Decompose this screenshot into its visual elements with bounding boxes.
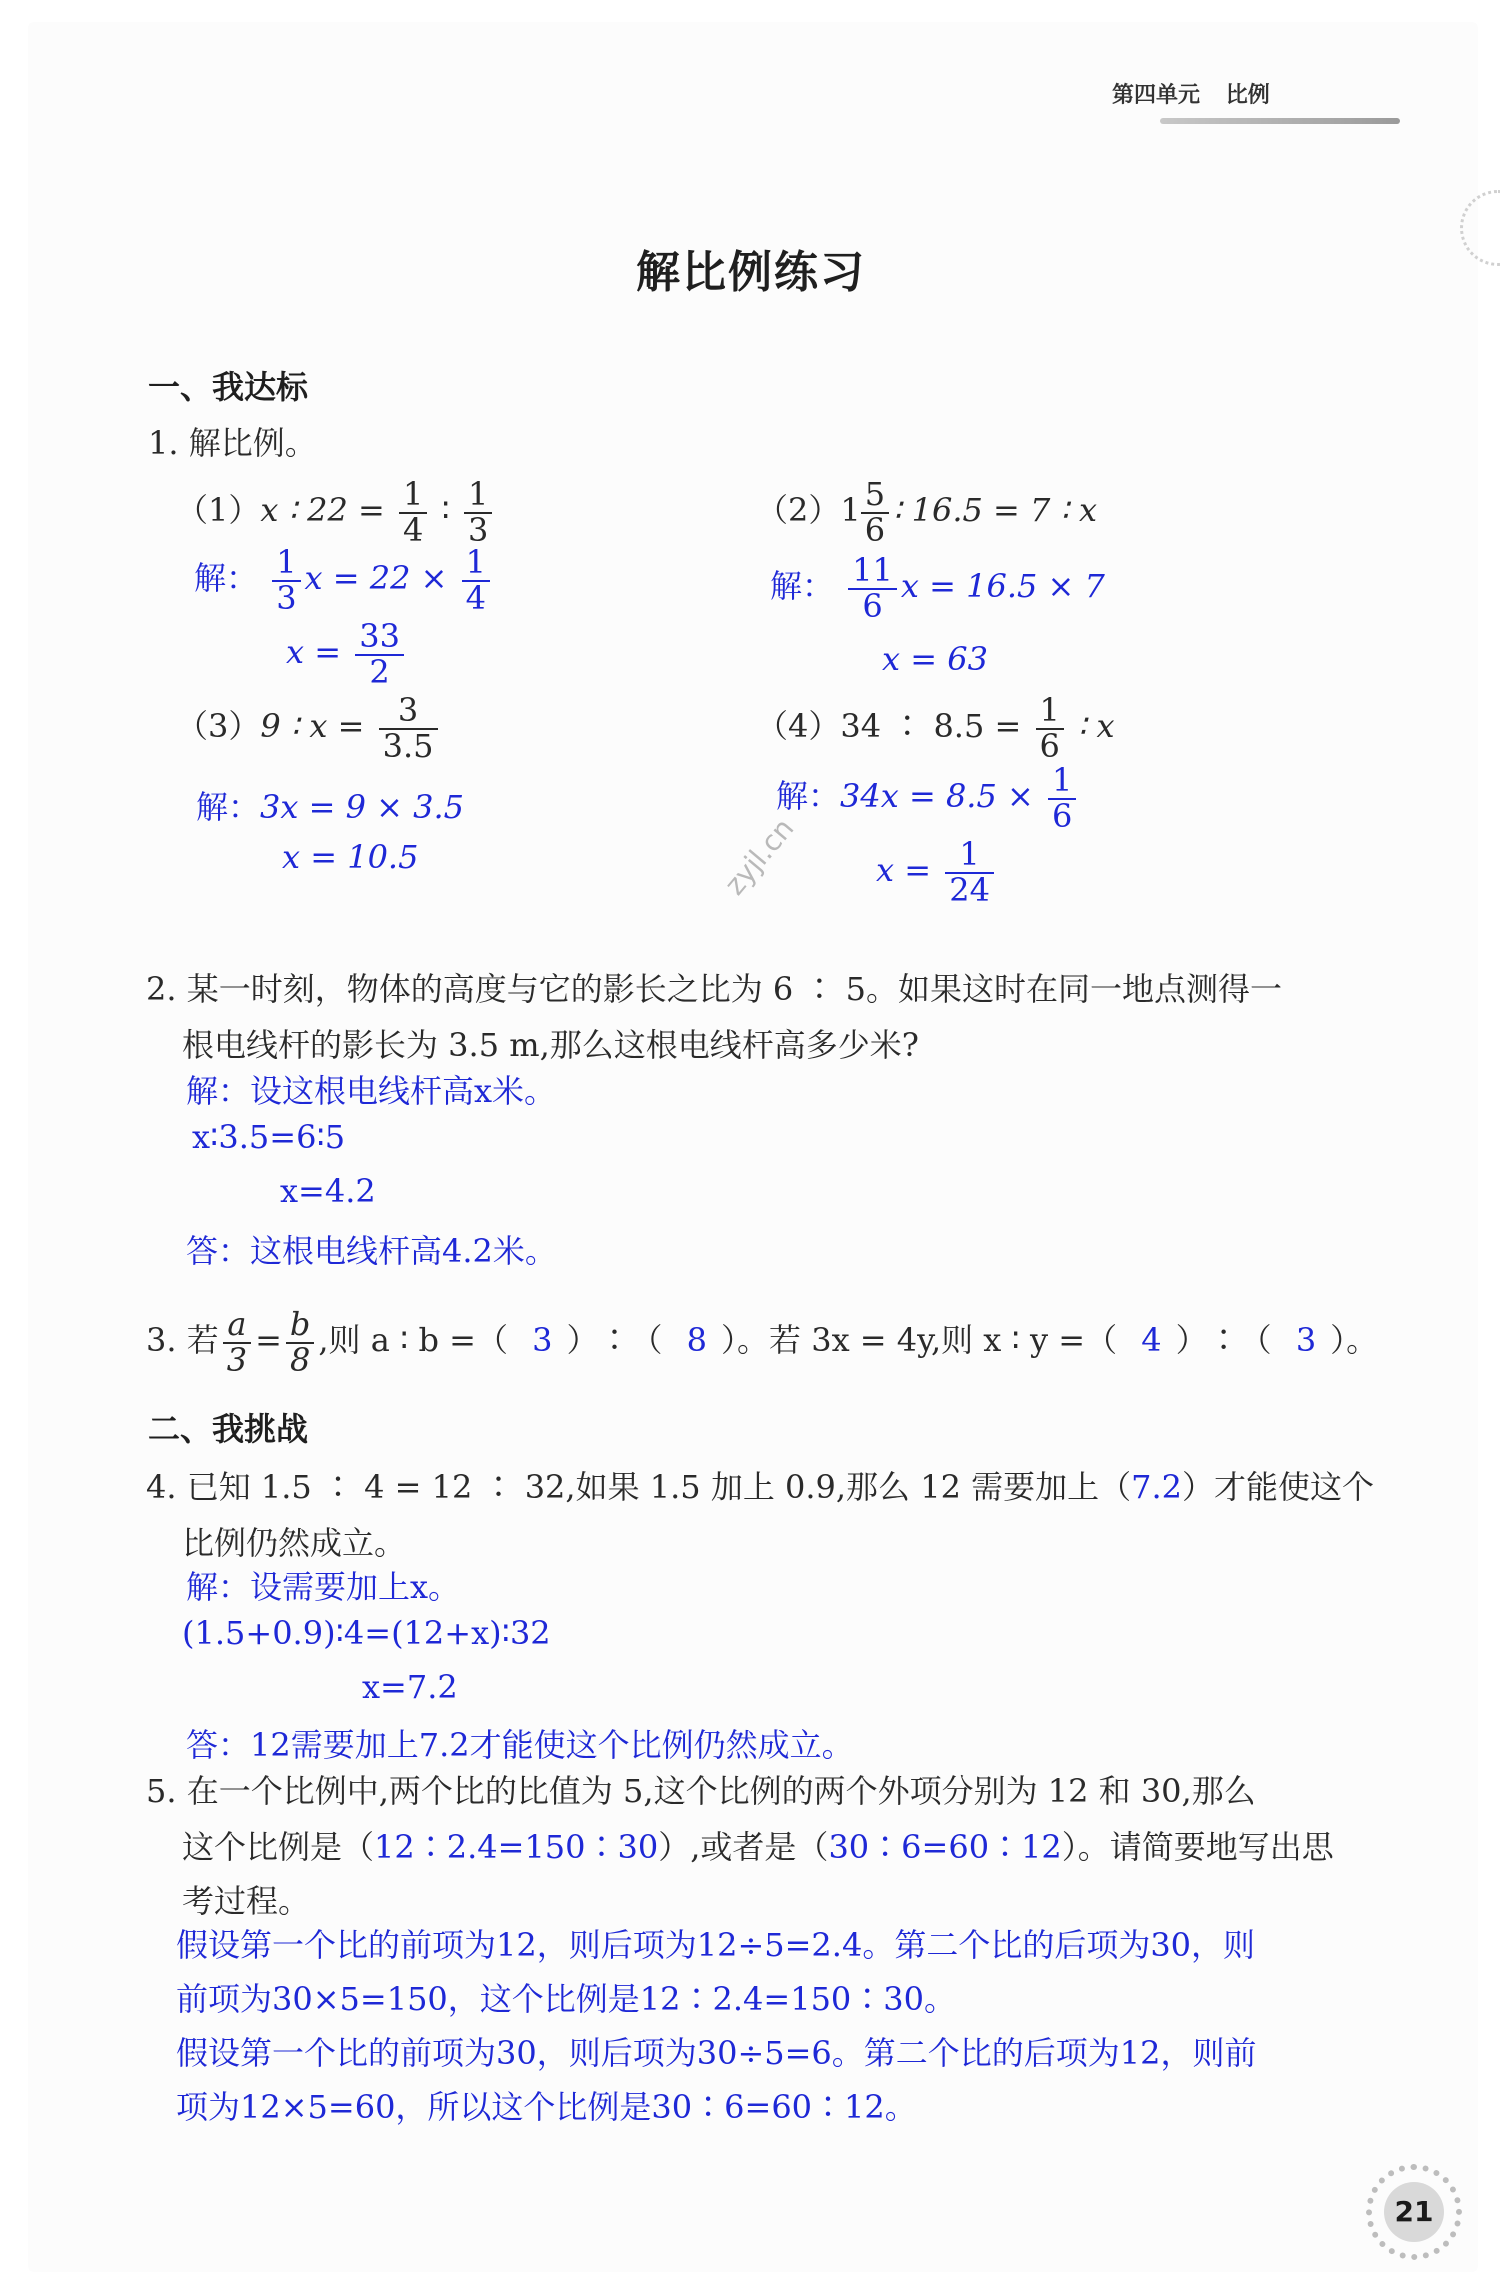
fraction: $\frac{1}{24}$ [945, 838, 994, 907]
equation-text: 9 ∶ x = [260, 707, 365, 746]
fraction: $\frac{11}{6}$ [848, 554, 897, 623]
question-text: ）,或者是（ [658, 1828, 829, 1866]
mixed-number-whole: 1 [840, 491, 861, 530]
fraction: $\frac{a}{3}$ [223, 1308, 251, 1377]
solution-1-1-line1 [194, 543, 494, 617]
question-text: ）∶（ [566, 1321, 663, 1360]
question-text: 4. 已知 1.5 ∶ 4 = 12 ∶ 32,如果 1.5 加上 0.9,那么 12 需要加上（ [146, 1468, 1132, 1506]
ratio-colon: ∶ [441, 491, 450, 530]
answer-4-line1: 解：设需要加上x。 [186, 1568, 461, 1606]
header-bar [1160, 118, 1400, 124]
problem-label: （3） [176, 707, 261, 746]
fraction: $\frac{1}{4}$ [462, 546, 490, 615]
question-1-stem: 1. 解比例。 [148, 424, 317, 462]
fraction: $\frac{1}{4}$ [399, 478, 427, 547]
solution-prefix: 解： [196, 788, 261, 826]
page-title: 解比例练习 [636, 247, 866, 298]
problem-1-4 [756, 691, 1115, 765]
problem-label: （1） [176, 491, 261, 530]
problem-label: （2） [756, 491, 841, 530]
problem-1-1 [176, 475, 496, 549]
fraction: $\frac{1}{6}$ [1048, 764, 1076, 833]
equation-text: x ∶ 22 = [260, 491, 385, 530]
solution-1-1-line2 [286, 617, 408, 691]
answer-4-line4: 答：12需要加上7.2才能使这个比例仍然成立。 [186, 1726, 854, 1764]
solution-prefix: 解： [194, 559, 259, 598]
answer-blank: 7.2 [1131, 1468, 1183, 1506]
watermark: zyjl.cn [718, 811, 801, 902]
solution-prefix: 解： [776, 777, 841, 816]
problem-label: （4） [756, 707, 841, 746]
unit-header [1112, 78, 1270, 109]
fraction: $\frac{33}{2}$ [355, 620, 404, 689]
answer-2-line4: 答：这根电线杆高4.2米。 [186, 1232, 557, 1270]
answer-5-line1: 假设第一个比的前项为12，则后项为12÷5=2.4。第二个比的后项为30，则 [176, 1926, 1256, 1964]
fraction: $\frac{1}{6}$ [1036, 694, 1064, 763]
answer-blank-1: 12∶2.4=150∶30 [374, 1828, 659, 1866]
question-text: ）∶（ [1175, 1321, 1272, 1360]
equation-text: x = [876, 851, 932, 890]
page-number: 21 [1384, 2182, 1444, 2242]
unit-name: 第四单元 [1112, 83, 1201, 108]
answer-blank-2: 8 [686, 1321, 708, 1360]
answer-blank-2: 30∶6=60∶12 [828, 1828, 1062, 1866]
fraction: $\frac{1}{3}$ [272, 546, 300, 615]
equals-sign: = [255, 1321, 282, 1360]
question-5-line2 [182, 1822, 1334, 1868]
question-2-line2: 根电线杆的影长为 3.5 m,那么这根电线杆高多少米? [182, 1026, 919, 1064]
answer-blank-4: 3 [1295, 1321, 1317, 1360]
section-heading-1: 一、我达标 [148, 368, 309, 406]
solution-1-3-line2: x = 10.5 [282, 838, 419, 876]
solution-1-3-line1 [196, 782, 464, 828]
unit-topic: 比例 [1225, 83, 1270, 108]
question-text: ,则 a ∶ b =（ [318, 1321, 508, 1360]
fraction: $\frac{3}{3.5}$ [379, 694, 438, 763]
problem-1-2 [756, 475, 1098, 549]
equation-text: x = [286, 633, 342, 672]
question-4-line1 [146, 1462, 1374, 1508]
question-text: 这个比例是（ [182, 1828, 375, 1866]
equation-text: 3x = 9 × 3.5 [260, 788, 464, 826]
fraction: $\frac{1}{3}$ [464, 478, 492, 547]
equation-text: 34 ∶ 8.5 = [840, 707, 1022, 746]
question-2-line1: 2. 某一时刻，物体的高度与它的影长之比为 6 ∶ 5。如果这时在同一地点测得一 [146, 970, 1282, 1008]
fraction: $\frac{b}{8}$ [286, 1308, 314, 1377]
question-3 [146, 1305, 1379, 1379]
question-text: ）才能使这个 [1182, 1468, 1375, 1506]
answer-2-line1: 解：设这根电线杆高x米。 [186, 1072, 557, 1110]
problem-1-3 [176, 691, 442, 765]
answer-4-line3: x=7.2 [362, 1668, 458, 1706]
page-number-badge [1366, 2164, 1462, 2260]
answer-2-line3: x=4.2 [280, 1172, 376, 1210]
solution-prefix: 解： [770, 567, 835, 606]
equation-text: ∶ 16.5 = 7 ∶ x [893, 491, 1098, 530]
solution-1-2-line2: x = 63 [882, 640, 988, 678]
question-5-line3: 考过程。 [182, 1882, 311, 1920]
question-text: ）。 [1330, 1321, 1379, 1360]
equation-text: x = 22 × [304, 559, 448, 598]
answer-5-line2: 前项为30×5=150，这个比例是12∶2.4=150∶30。 [176, 1980, 957, 2018]
question-5-line1: 5. 在一个比例中,两个比的比值为 5,这个比例的两个外项分别为 12 和 30,那么 [146, 1772, 1256, 1810]
equation-text: x = 16.5 × 7 [900, 567, 1105, 606]
section-heading-2: 二、我挑战 [148, 1410, 309, 1448]
question-prefix: 3. 若 [146, 1321, 219, 1360]
answer-5-line4: 项为12×5=60，所以这个比例是30∶6=60∶12。 [176, 2088, 917, 2126]
answer-4-line2: (1.5+0.9)∶4=(12+x)∶32 [182, 1614, 551, 1652]
equation-text: 34x = 8.5 × [840, 777, 1034, 816]
solution-1-2-line1 [770, 551, 1105, 625]
answer-2-line2: x∶3.5=6∶5 [192, 1118, 346, 1156]
question-text: ）。若 3x = 4y,则 x ∶ y =（ [721, 1321, 1118, 1360]
answer-blank-1: 3 [532, 1321, 553, 1360]
solution-1-4-line1 [776, 761, 1080, 835]
question-text: ）。请简要地写出思 [1061, 1828, 1334, 1866]
fraction: $\frac{5}{6}$ [861, 478, 889, 547]
solution-1-4-line2 [876, 835, 998, 909]
answer-blank-3: 4 [1141, 1321, 1162, 1360]
equation-text: ∶ x [1078, 707, 1115, 746]
question-4-line2: 比例仍然成立。 [182, 1524, 407, 1562]
answer-5-line3: 假设第一个比的前项为30，则后项为30÷5=6。第二个比的后项为12，则前 [176, 2034, 1257, 2072]
